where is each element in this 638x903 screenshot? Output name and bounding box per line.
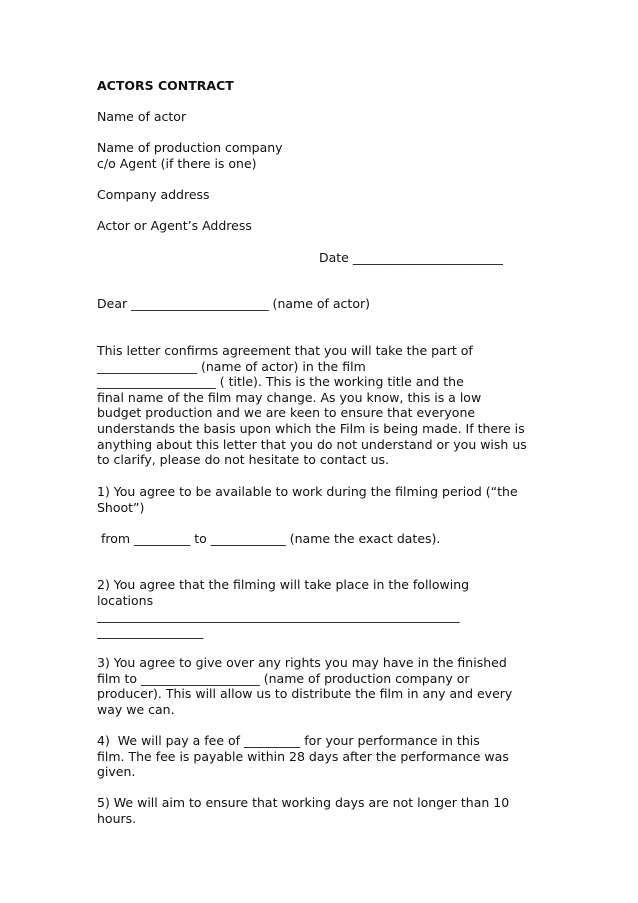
clause-1-dates: from _________ to ____________ (name the exact dates). xyxy=(97,531,441,546)
clause-3-line: producer). This will allow us to distribute the film in any and every xyxy=(97,686,513,702)
clause-5-line: 5) We will aim to ensure that working days are not longer than 10 xyxy=(97,795,510,810)
clause-3-line: film to ___________________ (name of production company or xyxy=(97,670,470,686)
field-production-company: Name of production company xyxy=(97,140,283,155)
intro-line: understands the basis upon which the Film is being made. If there is xyxy=(97,420,525,436)
clause-3-line: way we can. xyxy=(97,701,175,717)
clause-1-line: 1) You agree to be available to work during the filming period (“the xyxy=(97,484,518,499)
clause-2-line: locations xyxy=(97,592,154,608)
field-company-address: Company address xyxy=(97,187,210,202)
intro-line: ___________________ ( title). This is the working title and the xyxy=(97,374,464,390)
field-actor-agent-address: Actor or Agent’s Address xyxy=(97,218,252,233)
clause-2-line: 2) You agree that the filming will take place in the following xyxy=(97,577,470,592)
clause-4-line: film. The fee is payable within 28 days after the performance was xyxy=(97,748,509,764)
clause-4-line: 4) We will pay a fee of _________ for your performance in this xyxy=(97,733,480,748)
clause-5-line: hours. xyxy=(97,810,137,826)
clause-2-line: __________________________________________________________ xyxy=(97,608,460,624)
intro-line: to clarify, please do not hesitate to contact us. xyxy=(97,452,390,468)
intro-paragraph xyxy=(97,343,527,468)
clause-1 xyxy=(97,484,518,515)
intro-line: final name of the film may change. As you know, this is a low xyxy=(97,389,482,405)
field-agent: c/o Agent (if there is one) xyxy=(97,156,257,171)
intro-line: budget production and we are keen to ensure that everyone xyxy=(97,405,476,421)
document-title: ACTORS CONTRACT xyxy=(97,78,234,93)
clause-5 xyxy=(97,795,509,826)
intro-line: This letter confirms agreement that you will take the part of xyxy=(97,343,473,358)
clause-4-line: given. xyxy=(97,764,136,780)
clause-3 xyxy=(97,655,512,717)
clause-2-line: _________________ xyxy=(97,623,204,639)
date-line: Date ________________________ xyxy=(319,250,503,265)
salutation: Dear ______________________ (name of actor) xyxy=(97,296,370,311)
clause-2 xyxy=(97,577,469,639)
field-name-of-actor: Name of actor xyxy=(97,109,187,124)
intro-line: anything about this letter that you do not understand or you wish us xyxy=(97,436,527,452)
clause-4 xyxy=(97,733,509,780)
clause-1-line: Shoot”) xyxy=(97,499,145,515)
clause-3-line: 3) You agree to give over any rights you may have in the finished xyxy=(97,655,507,670)
intro-line: ________________ (name of actor) in the film xyxy=(97,358,366,374)
